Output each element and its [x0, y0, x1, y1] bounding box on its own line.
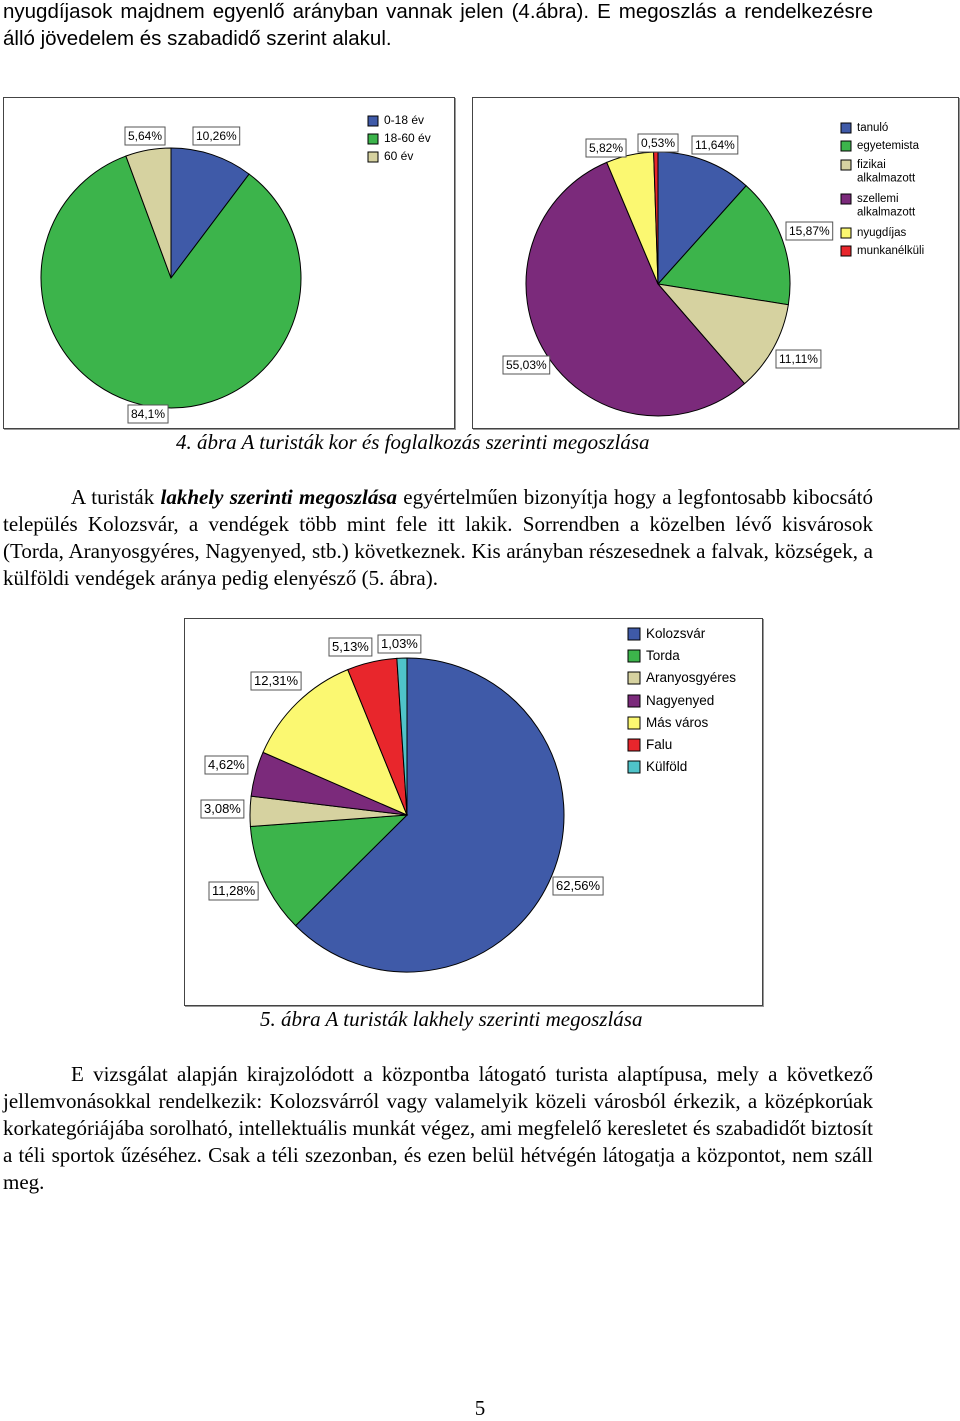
legend-label-4: nyugdíjas — [857, 227, 907, 239]
occupation-pie-chart — [472, 97, 959, 429]
data-label-5: 0,53% — [641, 136, 676, 150]
data-label-4: 5,82% — [589, 141, 624, 155]
data-label-2: 3,08% — [204, 801, 241, 816]
legend-swatch-4 — [628, 717, 640, 729]
legend-swatch-1 — [841, 141, 851, 151]
age-pie-chart — [3, 97, 455, 429]
legend-label-3: Nagyenyed — [646, 693, 715, 708]
data-label-0: 11,64% — [695, 138, 735, 152]
legend-swatch-6 — [628, 761, 640, 773]
residence-pie-svg — [185, 619, 762, 1005]
legend-label-2: fizikai alkalmazott — [857, 159, 916, 185]
residence-pie-chart — [184, 618, 763, 1006]
legend-label-5: Falu — [646, 737, 673, 752]
data-label-3: 4,62% — [208, 757, 245, 772]
occupation-pie-svg — [473, 98, 958, 428]
legend-label-1: 18-60 év — [384, 131, 431, 145]
data-label-3: 55,03% — [506, 358, 547, 372]
legend-label-0: tanuló — [857, 122, 889, 134]
data-label-2: 5,64% — [128, 129, 163, 143]
data-label-0: 10,26% — [196, 129, 237, 143]
residence-emphasis: lakhely szerinti megoszlása — [160, 485, 397, 509]
figure4-caption: 4. ábra A turisták kor és foglalkozás szerinti megoszlása — [176, 430, 650, 454]
legend-swatch-5 — [841, 246, 851, 256]
legend-swatch-1 — [628, 650, 640, 662]
legend-swatch-4 — [841, 228, 851, 238]
figure5-caption: 5. ábra A turisták lakhely szerinti megoszlása — [260, 1007, 643, 1031]
page-number: 5 — [474, 1396, 486, 1420]
legend-label-0: Kolozsvár — [646, 626, 706, 641]
summary-paragraph — [3, 1061, 873, 1196]
intro-paragraph — [3, 0, 873, 52]
legend-label-0: 0-18 év — [384, 113, 425, 127]
residence-text-start: A turisták — [71, 485, 161, 509]
data-label-0: 62,56% — [556, 878, 601, 893]
legend-swatch-2 — [841, 160, 851, 170]
legend-label-3: szellemi alkalmazott — [857, 193, 916, 219]
legend-swatch-2 — [628, 672, 640, 684]
data-label-2: 11,11% — [779, 352, 818, 366]
age-pie-svg — [4, 98, 454, 428]
data-label-1: 15,87% — [789, 224, 830, 238]
legend-swatch-0 — [841, 123, 851, 133]
legend-label-5: munkanélküli — [857, 245, 925, 257]
legend-swatch-5 — [628, 739, 640, 751]
legend-swatch-0 — [628, 628, 640, 640]
legend-swatch-3 — [841, 194, 851, 204]
summary-text: E vizsgálat alapján kirajzolódott a központba látogató turista alaptípusa, mely a következő jellemvonásokkal rendelkezik: Kolozsvárról vagy valamelyik közeli városból érkezik, a középkorúak korkategóriájába sorolható, intellektuális munkát végez, ami megfelelő keresletet és szabadidőt biztosít a téli sportok űzéséhez. Csak a téli szezonban, és ezen belül hétvégén látogatja a központot, nem száll meg. — [3, 1062, 873, 1194]
residence-paragraph — [3, 484, 873, 592]
legend-label-2: 60 év — [384, 149, 414, 163]
legend-label-2: Aranyosgyéres — [646, 670, 737, 685]
data-label-4: 12,31% — [254, 673, 299, 688]
legend-swatch-1 — [368, 134, 378, 144]
legend-swatch-3 — [628, 695, 640, 707]
legend-label-4: Más város — [646, 715, 709, 730]
residence-text-rest: egyértelműen bizonyítja hogy a legfontosabb kibocsátó település Kolozsvár, a vendégek több mint fele itt lakik. Sorrendben a közelben lévő kisvárosok (Torda, Aranyosgyéres, Nagyenyed, stb.) következnek. Kis arányban részesednek a falvak, községek, a külföldi vendégek aránya pedig elenyésző (5. ábra). — [3, 485, 873, 590]
data-label-1: 11,28% — [212, 883, 256, 898]
intro-line-2: álló jövedelem és szabadidő szerint alakul. — [3, 27, 392, 50]
legend-label-1: egyetemista — [857, 140, 920, 152]
legend-swatch-0 — [368, 116, 378, 126]
data-label-6: 1,03% — [381, 636, 418, 651]
data-label-5: 5,13% — [332, 639, 369, 654]
intro-line-1: nyugdíjasok majdnem egyenlő arányban vannak jelen (4.ábra). E megoszlás a rendelkezésre — [3, 0, 873, 23]
legend-label-6: Külföld — [646, 759, 688, 774]
data-label-1: 84,1% — [131, 407, 166, 421]
legend-label-1: Torda — [646, 648, 680, 663]
legend-swatch-2 — [368, 152, 378, 162]
